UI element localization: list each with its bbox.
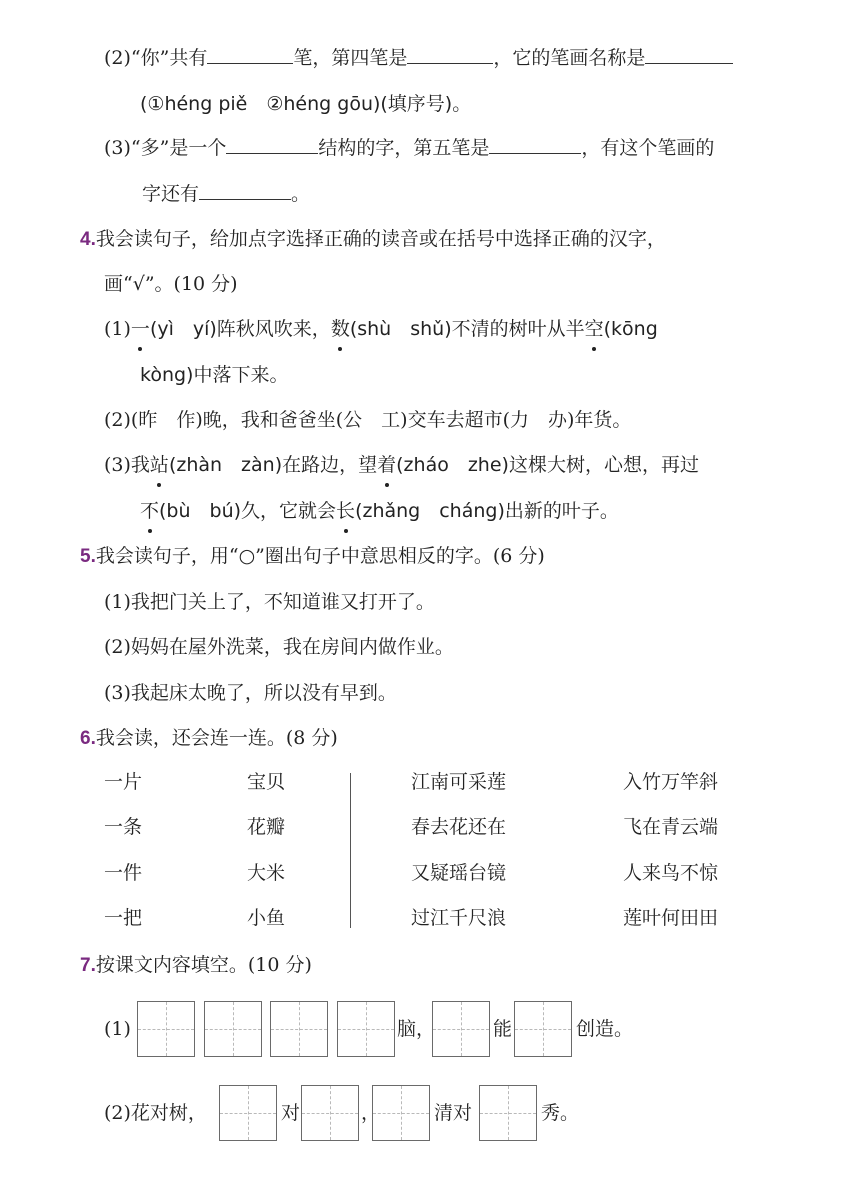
q3-sub2-line	[104, 45, 733, 71]
q4-sub1-cont[interactable]: kòng)中落下来。	[140, 364, 289, 386]
q7-sub2-text: 秀。	[541, 1102, 580, 1124]
q5-title-text: 我会读句子，用“○”圈出句子中意思相反的字。(6 分)	[95, 545, 545, 567]
answer-blank[interactable]	[207, 45, 293, 64]
dotted-char: 一	[130, 318, 150, 340]
q4-sub3-text-b[interactable]: (zhàn zàn)在路边，望	[168, 454, 378, 476]
q7-sub2-text: 清对	[434, 1102, 473, 1124]
writing-grid-box[interactable]	[270, 1001, 328, 1057]
answer-blank[interactable]	[407, 45, 493, 64]
q3-sub3-line	[104, 135, 714, 161]
poem-line-second[interactable]: 人来鸟不惊	[623, 862, 719, 884]
q7-sub2-text: 对	[281, 1102, 301, 1124]
poem-line-second[interactable]: 飞在青云端	[623, 816, 719, 838]
q7-sub1-text: 能	[493, 1018, 513, 1040]
q3-sub3-cont-text: 字还有	[142, 183, 200, 205]
q3-sub3-text-a: (3)“多”是一个	[104, 137, 227, 159]
answer-blank[interactable]	[489, 135, 581, 154]
q7-title	[80, 952, 312, 979]
q4-sub3-line	[104, 452, 699, 478]
poem-line-first[interactable]: 过江千尺浪	[411, 907, 507, 929]
q5-item[interactable]: (3)我起床太晚了，所以没有早到。	[104, 682, 397, 704]
answer-blank[interactable]	[226, 135, 318, 154]
q3-sub3-text-c: ，有这个笔画的	[581, 137, 715, 159]
answer-blank[interactable]	[199, 181, 291, 200]
writing-grid-box[interactable]	[432, 1001, 490, 1057]
question-number: 4.	[80, 229, 96, 250]
writing-grid-box[interactable]	[204, 1001, 262, 1057]
question-number: 6.	[80, 728, 96, 749]
writing-grid-box[interactable]	[372, 1085, 430, 1141]
q4-sub3-cont-b[interactable]: (zhǎng cháng)出新的叶子。	[355, 500, 619, 522]
noun-word[interactable]: 小鱼	[247, 907, 286, 929]
q4-sub1-text-e[interactable]: (kōng	[603, 318, 658, 340]
q5-item[interactable]: (1)我把门关上了，不知道谁又打开了。	[104, 591, 435, 613]
poem-line-first[interactable]: 春去花还在	[411, 816, 507, 838]
q4-title-cont: 画“√”。(10 分)	[104, 273, 238, 295]
writing-grid-box[interactable]	[301, 1085, 359, 1141]
dotted-char: 长	[336, 500, 356, 522]
q7-title-text: 按课文内容填空。(10 分)	[95, 954, 312, 976]
poem-line-second[interactable]: 莲叶何田田	[623, 907, 719, 929]
question-number: 7.	[80, 955, 96, 976]
q5-title	[80, 543, 545, 570]
answer-blank[interactable]	[645, 45, 733, 64]
measure-word[interactable]: 一片	[104, 771, 143, 793]
q6-title	[80, 725, 338, 752]
writing-grid-box[interactable]	[137, 1001, 195, 1057]
q4-sub3-cont	[140, 498, 619, 524]
q7-sub1-text: 创造。	[576, 1018, 634, 1040]
q4-sub2-line[interactable]: (2)(昨 作)晚，我和爸爸坐(公 工)交车去超市(力 办)年货。	[104, 409, 632, 431]
poem-line-first[interactable]: 又疑瑶台镜	[411, 862, 507, 884]
q7-sub2-label: (2)花对树，	[104, 1102, 207, 1124]
noun-word[interactable]: 花瓣	[247, 816, 286, 838]
dotted-char: 着	[377, 454, 397, 476]
q7-sub2-text: ，	[361, 1102, 381, 1124]
poem-line-second[interactable]: 入竹万竿斜	[623, 771, 719, 793]
q3-sub3-text-b: 结构的字，第五笔是	[318, 137, 490, 159]
q7-sub1-text: 脑，	[397, 1018, 436, 1040]
q3-sub2-text-c: ，它的笔画名称是	[493, 47, 646, 69]
q4-sub3-label: (3)我	[104, 454, 150, 476]
writing-grid-box[interactable]	[219, 1085, 277, 1141]
q3-sub2-text-b: 笔，第四笔是	[293, 47, 408, 69]
q4-sub1-text-c[interactable]: (shù shǔ)不清的树叶从半	[349, 318, 585, 340]
q4-title	[80, 226, 666, 253]
measure-word[interactable]: 一条	[104, 816, 143, 838]
dotted-char: 不	[140, 500, 160, 522]
dotted-char: 站	[149, 454, 169, 476]
dotted-char: 数	[330, 318, 350, 340]
q7-sub1-label: (1)	[104, 1018, 131, 1040]
question-number: 5.	[80, 546, 96, 567]
noun-word[interactable]: 宝贝	[247, 771, 286, 793]
writing-grid-box[interactable]	[479, 1085, 537, 1141]
q4-sub1-text-b[interactable]: (yì yí)阵秋风吹来，	[149, 318, 331, 340]
q3-sub3-cont	[142, 181, 310, 207]
q3-sub2-text-a: (2)“你”共有	[104, 47, 208, 69]
writing-grid-box[interactable]	[337, 1001, 395, 1057]
column-divider	[350, 773, 351, 928]
q4-sub3-cont-a[interactable]: (bù bú)久，它就会	[159, 500, 337, 522]
q3-sub3-cont-end: 。	[291, 183, 311, 205]
noun-word[interactable]: 大米	[247, 862, 286, 884]
measure-word[interactable]: 一件	[104, 862, 143, 884]
q4-sub1-line	[104, 316, 658, 342]
q6-title-text: 我会读，还会连一连。(8 分)	[95, 727, 338, 749]
q4-sub1-label: (1)	[104, 318, 131, 340]
q4-title-text: 我会读句子，给加点字选择正确的读音或在括号中选择正确的汉字，	[95, 228, 666, 250]
dotted-char: 空	[584, 318, 604, 340]
writing-grid-box[interactable]	[514, 1001, 572, 1057]
q4-sub3-text-c[interactable]: (zháo zhe)这棵大树，心想，再过	[396, 454, 699, 476]
q5-item[interactable]: (2)妈妈在屋外洗菜，我在房间内做作业。	[104, 636, 454, 658]
measure-word[interactable]: 一把	[104, 907, 143, 929]
poem-line-first[interactable]: 江南可采莲	[411, 771, 507, 793]
q3-sub2-options: (①héng piě ②héng gōu)(填序号)。	[140, 93, 472, 115]
